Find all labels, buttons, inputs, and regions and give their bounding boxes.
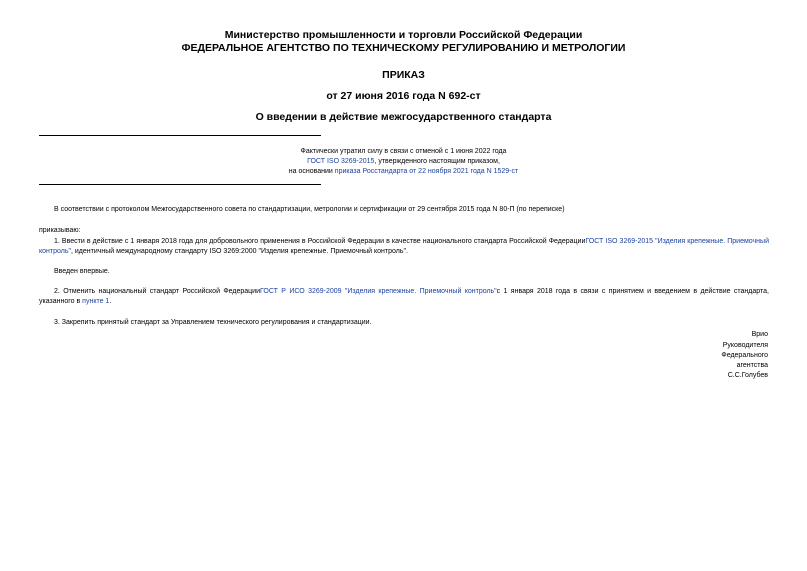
item-2-text-mid: с 1 января 2018 года в связи с принятием и введением в действие стандарта, указанного в <box>39 288 769 305</box>
item-1-reference-link[interactable]: пункте 1 <box>82 298 110 305</box>
ministry-heading: Министерство промышленности и торговли Российской Федерации <box>224 29 583 41</box>
document-subject: О введении в действие межгосударственного стандарта <box>255 111 552 123</box>
signatory-name: С.С.Голубев <box>727 372 768 379</box>
note-divider-top <box>39 135 321 136</box>
signature-title-line1: Врио <box>751 331 768 338</box>
signature-title-line2: Руководителя <box>722 342 768 349</box>
document-type: ПРИКАЗ <box>382 69 425 81</box>
decree-word: приказываю: <box>39 227 81 234</box>
document-date: от 27 июня 2016 года N 692-ст <box>326 90 481 102</box>
item-3-paragraph: 3. Закрепить принятый стандарт за Управлением технического регулирования и стандартизации. <box>54 319 372 326</box>
intro-paragraph: В соответствии с протоколом Межгосударственного совета по стандартизации, метрологии и сертификации от 29 сентября 2015 года N 80-П (по переписке) <box>54 206 565 213</box>
item-2-text: 2. Отменить национальный стандарт Российской Федерации <box>54 288 260 295</box>
status-note-line3-text: на основании <box>288 168 335 175</box>
first-introduced-note: Введен впервые. <box>54 268 110 275</box>
item-2-paragraph <box>39 287 769 307</box>
status-note-line2 <box>0 157 807 167</box>
rosstandart-order-link[interactable]: приказа Росстандарта от 22 ноября 2021 года N 1529-ст <box>334 168 519 175</box>
item-2-text-end: . <box>109 298 112 305</box>
status-note-line2-text: , утвержденного настоящим приказом, <box>374 158 500 165</box>
gost-iso-3269-2015-link[interactable]: ГОСТ ISO 3269-2015 <box>307 158 375 165</box>
status-note-line1: Фактически утратил силу в связи с отменой с 1 июня 2022 года <box>300 148 507 155</box>
signature-title-line3: Федерального <box>721 352 768 359</box>
gost-iso-3269-2015-title-link[interactable]: ГОСТ ISO 3269-2015 "Изделия крепежные. Приемочный контроль" <box>39 238 769 255</box>
status-note-line3 <box>0 167 807 177</box>
note-divider-bottom <box>39 184 321 185</box>
signature-title-line4: агентства <box>736 362 768 369</box>
gost-r-iso-3269-2009-link[interactable]: ГОСТ Р ИСО 3269-2009 "Изделия крепежные. Приемочный контроль" <box>260 288 497 295</box>
item-1-text: 1. Ввести в действие с 1 января 2018 года для добровольного применения в Российской Федерации в качестве национального стандарта Российской Федерации <box>54 238 586 245</box>
item-1-paragraph <box>39 237 769 257</box>
item-1-text-end: , идентичный международному стандарту ISO 3269:2000 "Изделия крепежные. Приемочный контроль". <box>70 248 408 255</box>
agency-heading: ФЕДЕРАЛЬНОЕ АГЕНТСТВО ПО ТЕХНИЧЕСКОМУ РЕГУЛИРОВАНИЮ И МЕТРОЛОГИИ <box>181 42 626 54</box>
